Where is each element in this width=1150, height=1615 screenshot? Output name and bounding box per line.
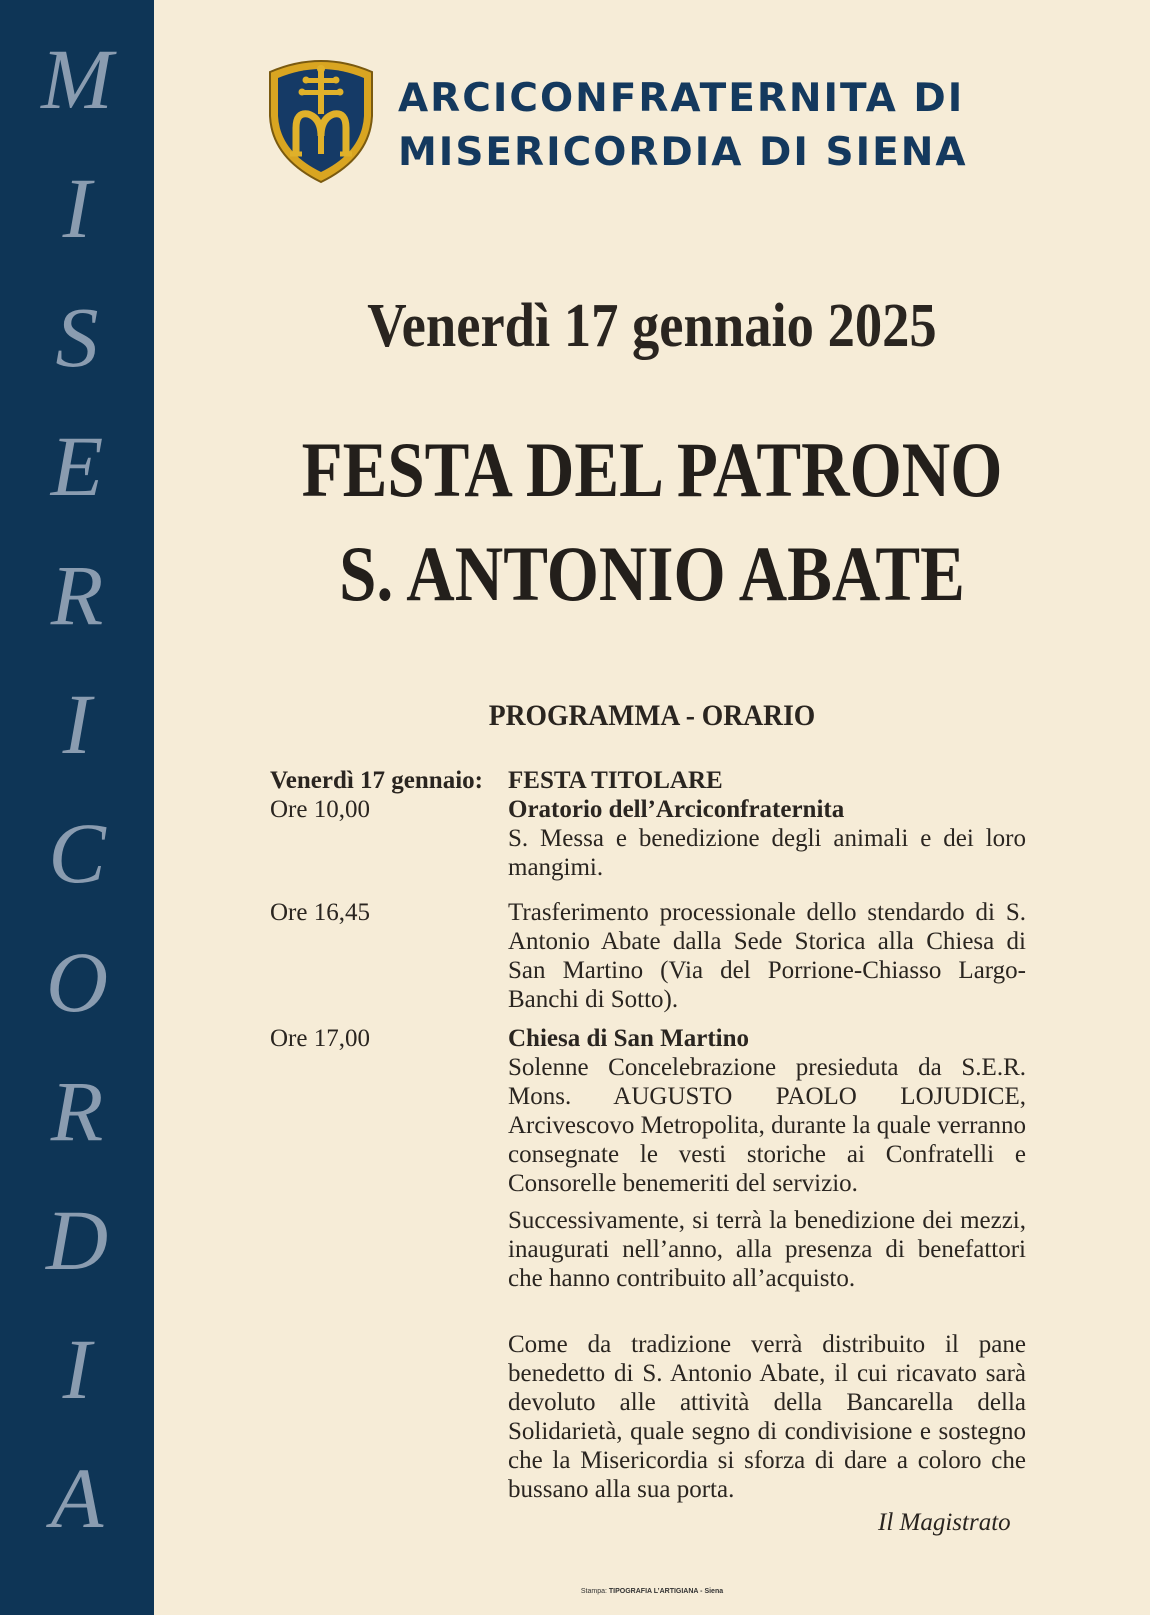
printer-prefix: Stampa: [580,1588,607,1595]
sidebar-letter: E [50,418,104,514]
sidebar-letter: I [62,160,92,256]
sidebar-letter: C [48,805,106,901]
org-name-line1: ARCICONFRATERNITA DI [398,76,965,121]
printer-name: TIPOGRAFIA L’ARTIGIANA - Siena [608,1588,724,1595]
sidebar-letter: S [55,289,99,385]
sidebar-letter: R [50,1063,104,1159]
event-date: Venerdì 17 gennaio 2025 [367,292,937,360]
entry-text: Solenne Concelebrazione presieduta da S.E.R. Mons. AUGUSTO PAOLO LOJUDICE, Arcivescovo Metropolita, durante la quale verranno consegnate le vesti storiche ai Confratelli e Consorelle benemeriti del servizio. [508,1054,1026,1197]
program-entry [508,1024,1026,1293]
program-heading: PROGRAMMA - ORARIO [488,699,816,732]
shield-logo-icon [266,54,376,186]
sidebar-letter: O [45,934,109,1030]
entry-text: Trasferimento processionale dello stendardo di S. Antonio Abate dalla Sede Storica alla Chiesa di San Martino (Via del Porrione-Chiasso Largo-Banchi di Sotto). [508,899,1026,1013]
program-entry [508,795,1026,882]
main-title-line2: S. ANTONIO ABATE [339,530,965,617]
day-label: Venerdì 17 gennaio: [270,767,483,794]
entry-text: S. Messa e benedizione degli animali e dei loro mangimi. [508,825,1026,881]
sidebar-letter: I [62,1321,92,1417]
sidebar-letter: A [50,1450,104,1546]
time-label: Ore 16,45 [270,899,370,926]
sidebar-letter: R [50,547,104,643]
time-label: Ore 17,00 [270,1025,370,1052]
entry-place: Oratorio dell’Arciconfraternita [508,796,845,823]
sidebar-letter: I [62,676,92,772]
sidebar-band [0,0,154,1615]
day-title: FESTA TITOLARE [508,767,723,794]
entry-place: Chiesa di San Martino [508,1025,750,1052]
main-title-line1: FESTA DEL PATRONO [301,426,1003,513]
closing-paragraph: Come da tradizione verrà distribuito il pane benedetto di S. Antonio Abate, il cui ricavato sarà devoluto alle attività della Bancarella della Solidarietà, quale segno di condivisione e sostegno che la Misericordia si sforza di dare a coloro che bussano alla sua porta. [508,1331,1026,1503]
org-name-line2: MISERICORDIA DI SIENA [398,130,968,175]
printer-credit [154,1588,1150,1595]
entry-text-followup: Successivamente, si terrà la benedizione dei mezzi, inaugurati nell’anno, alla presenza di benefattori che hanno contribuito all’acquisto. [508,1207,1026,1292]
header [266,54,1046,189]
time-label: Ore 10,00 [270,796,370,823]
program-entry [508,898,1026,1014]
sidebar-letter: D [45,1192,109,1288]
signature: Il Magistrato [878,1509,1011,1536]
organization-name [398,72,1038,180]
sidebar-letter: M [41,31,113,127]
main-title [224,418,1081,626]
